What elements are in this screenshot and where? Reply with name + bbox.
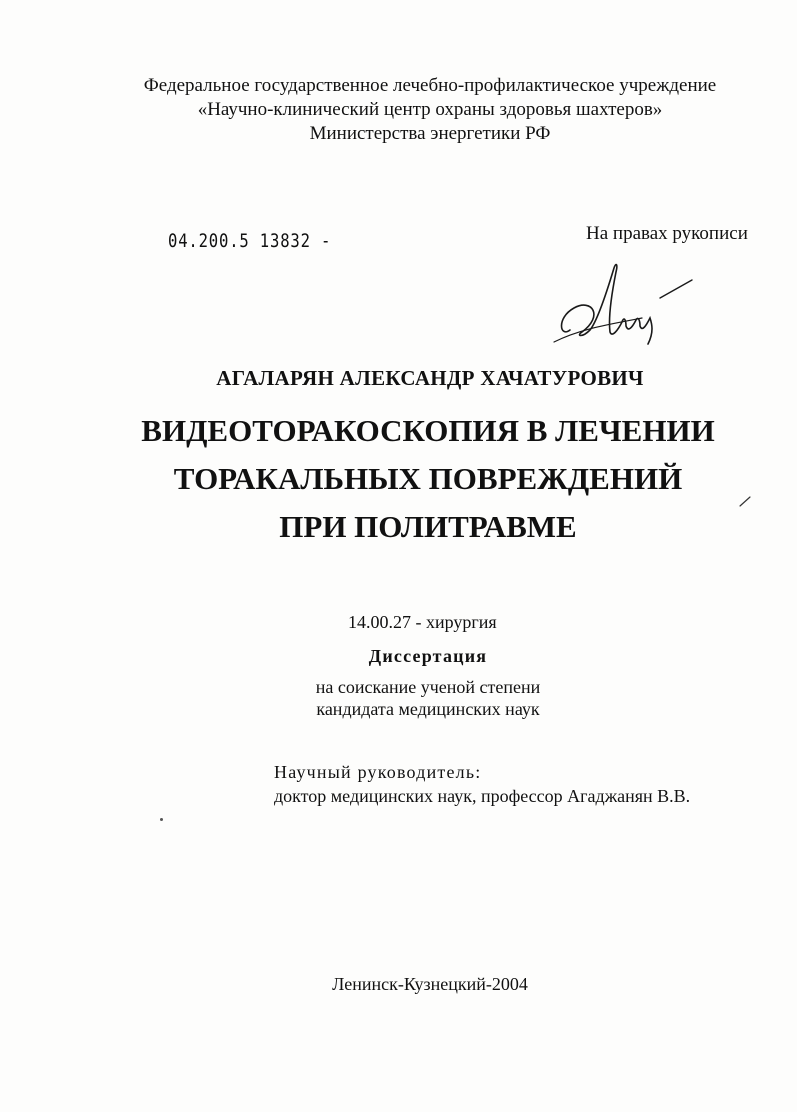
pen-stroke-mark [738,494,752,508]
dissertation-title [0,407,797,551]
degree-statement [0,676,797,720]
place-and-year: Ленинск-Кузнецкий-2004 [332,974,528,994]
title-line-2: ТОРАКАЛЬНЫХ ПОВРЕЖДЕНИЙ [173,461,683,496]
author-name: АГАЛАРЯН АЛЕКСАНДР ХАЧАТУРОВИЧ [216,366,644,390]
specialty-code: 14.00.27 - хирургия [348,612,497,632]
degree-line-2: кандидата медицинских наук [316,699,540,719]
catalog-stamp-number: 04.200.5 13832 - [168,230,332,252]
institution-line-3: Министерства энергетики РФ [309,123,551,144]
supervisor-name: доктор медицинских наук, профессор Агаджанян В.В. [274,786,691,806]
degree-line-1: на соискание ученой степени [315,677,541,697]
title-line-1: ВИДЕОТОРАКОСКОПИЯ В ЛЕЧЕНИИ [141,413,715,448]
title-line-3: ПРИ ПОЛИТРАВМЕ [279,509,577,544]
document-type: Диссертация [368,646,488,666]
handwritten-signature [552,258,702,348]
rights-note: На правах рукописи [586,223,748,244]
institution-line-2: «Научно-клинический центр охраны здоровья шахтеров» [197,99,663,120]
institution-line-1: Федеральное государственное лечебно-профилактическое учреждение [143,75,717,96]
scan-dot-mark [160,818,163,821]
institution-header [0,74,797,146]
supervisor-label: Научный руководитель: [274,762,482,782]
